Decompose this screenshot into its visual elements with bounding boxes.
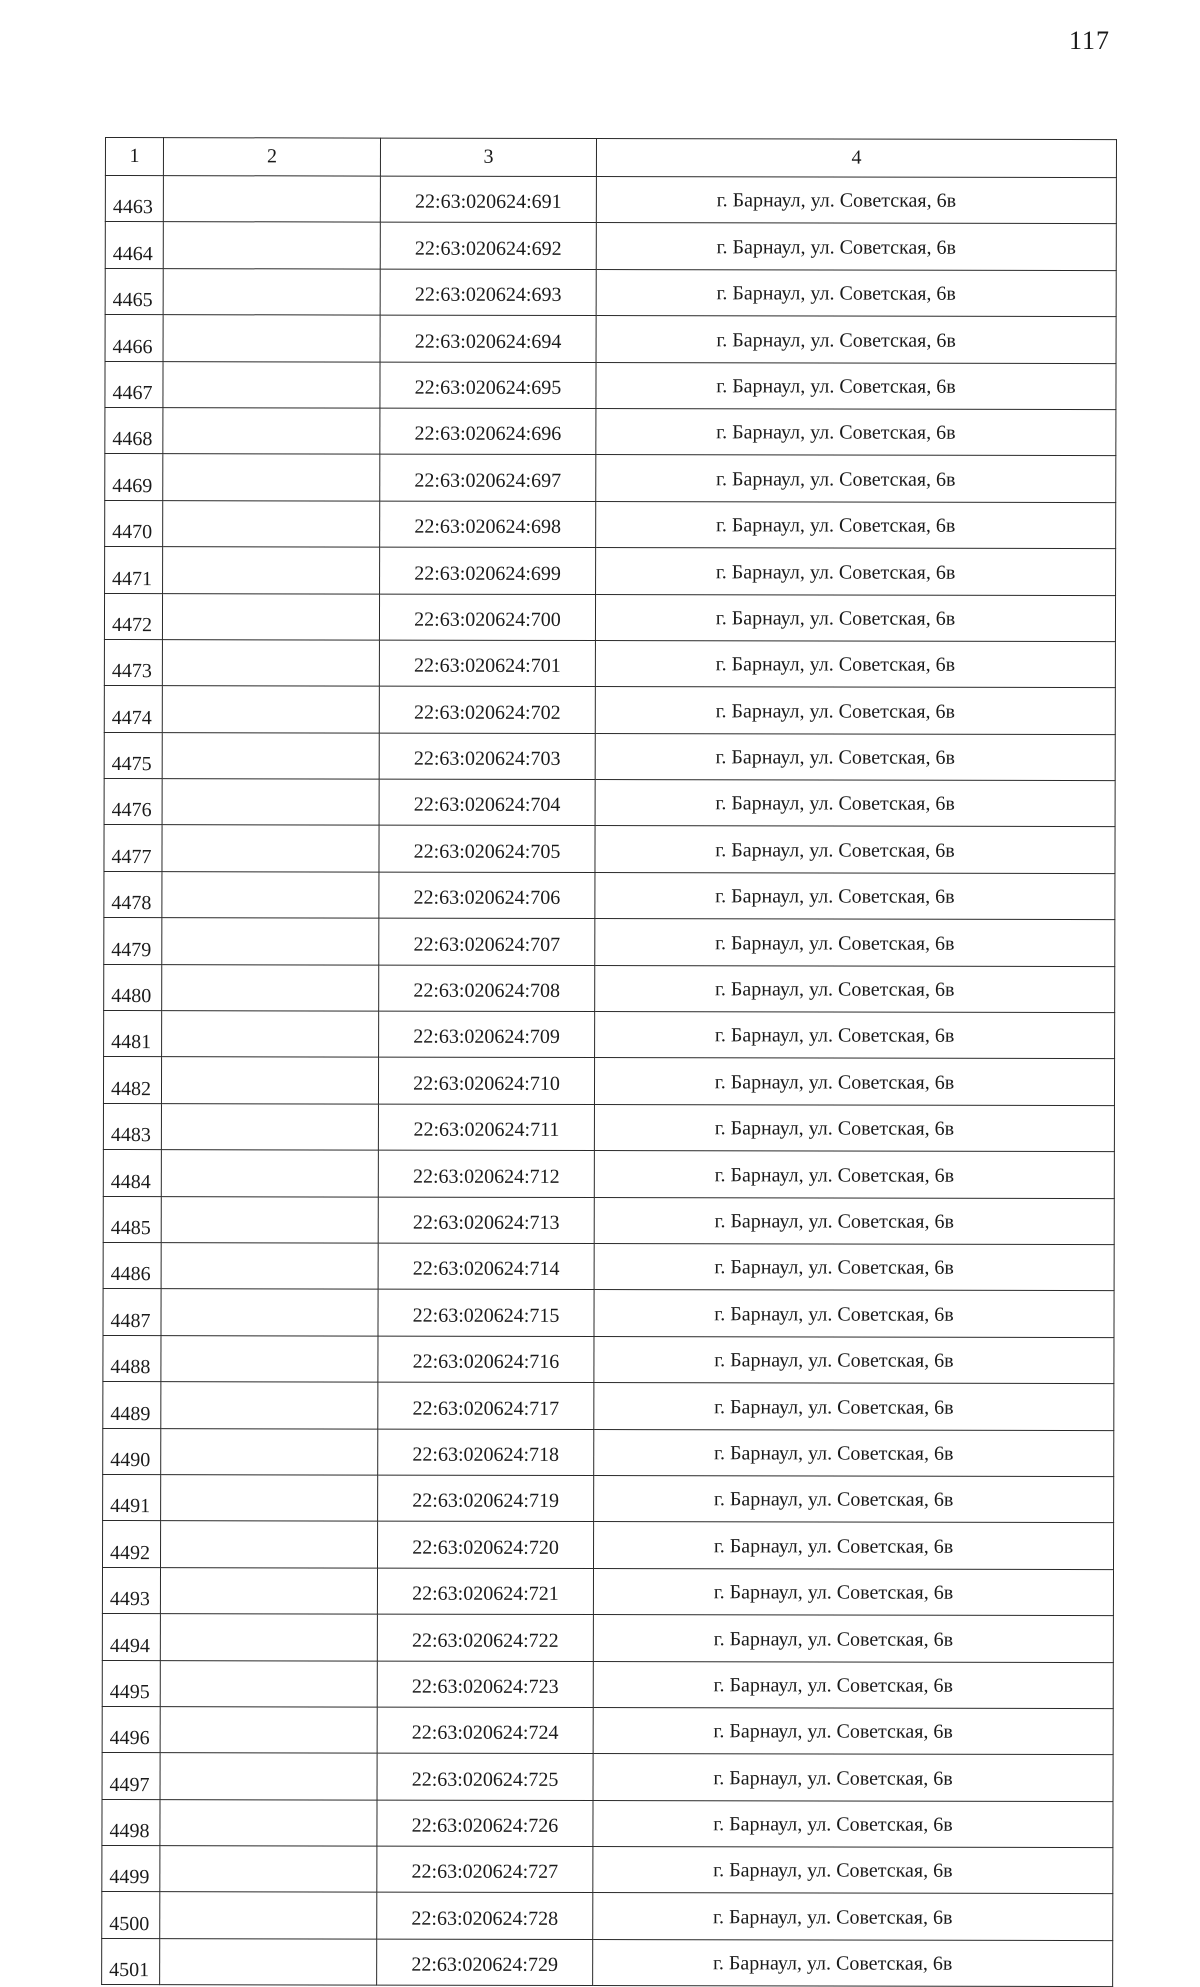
row-name <box>161 1475 378 1522</box>
cadastral-number: 22:63:020624:720 <box>378 1521 594 1568</box>
row-number: 4499 <box>102 1846 160 1893</box>
table-row <box>105 268 1116 317</box>
row-number: 4465 <box>105 268 163 315</box>
table-row <box>103 1242 1114 1291</box>
table-row <box>103 1382 1114 1431</box>
table-row <box>105 222 1116 271</box>
cadastral-number: 22:63:020624:729 <box>377 1939 593 1986</box>
table-row <box>104 918 1115 967</box>
row-number: 4474 <box>104 686 162 733</box>
row-name <box>160 1846 377 1893</box>
row-name <box>161 1428 378 1475</box>
row-number: 4495 <box>102 1660 160 1707</box>
cadastral-number: 22:63:020624:697 <box>380 454 596 501</box>
address: г. Барнаул, ул. Советская, 6в <box>594 1104 1114 1151</box>
cadastral-number: 22:63:020624:724 <box>377 1707 593 1754</box>
cadastral-number: 22:63:020624:701 <box>379 640 595 687</box>
cadastral-number: 22:63:020624:714 <box>378 1243 594 1290</box>
row-number: 4493 <box>102 1567 160 1614</box>
cadastral-number: 22:63:020624:727 <box>377 1846 593 1893</box>
table-row <box>102 1799 1113 1848</box>
row-name <box>161 1057 378 1104</box>
row-name <box>162 964 379 1011</box>
row-name <box>160 1892 377 1939</box>
cadastral-number: 22:63:020624:711 <box>378 1104 594 1151</box>
address: г. Барнаул, ул. Советская, 6в <box>594 1151 1114 1198</box>
row-number: 4496 <box>102 1706 160 1753</box>
address: г. Барнаул, ул. Советская, 6в <box>596 269 1116 316</box>
row-number: 4470 <box>105 500 163 547</box>
row-name <box>160 1707 377 1754</box>
address: г. Барнаул, ул. Советская, 6в <box>595 872 1115 919</box>
row-number: 4488 <box>103 1335 161 1382</box>
address: г. Барнаул, ул. Советская, 6в <box>594 1058 1114 1105</box>
table-header <box>105 138 1116 178</box>
page-number: 117 <box>1068 26 1110 55</box>
address: г. Барнаул, ул. Советская, 6в <box>596 223 1116 270</box>
row-number: 4497 <box>102 1753 160 1800</box>
table-row <box>102 1706 1113 1755</box>
table-row <box>105 547 1116 596</box>
row-number: 4498 <box>102 1799 160 1846</box>
address: г. Барнаул, ул. Советская, 6в <box>596 177 1116 224</box>
cadastral-number: 22:63:020624:725 <box>377 1753 593 1800</box>
row-number: 4485 <box>103 1196 161 1243</box>
row-number: 4481 <box>104 1011 162 1058</box>
address: г. Барнаул, ул. Советская, 6в <box>593 1847 1113 1894</box>
table-row <box>105 315 1116 364</box>
table-row <box>104 779 1115 828</box>
row-name <box>160 1614 377 1661</box>
row-number: 4466 <box>105 315 163 362</box>
address: г. Барнаул, ул. Советская, 6в <box>593 1893 1113 1940</box>
header-col-2: 2 <box>163 138 380 176</box>
row-number: 4475 <box>104 732 162 779</box>
address: г. Барнаул, ул. Советская, 6в <box>596 548 1116 595</box>
address: г. Барнаул, ул. Советская, 6в <box>595 965 1115 1012</box>
row-name <box>163 268 380 315</box>
table-row <box>104 825 1115 874</box>
row-name <box>160 1753 377 1800</box>
cadastral-number: 22:63:020624:700 <box>379 594 595 641</box>
row-number: 4468 <box>105 407 163 454</box>
cadastral-number: 22:63:020624:726 <box>377 1800 593 1847</box>
cadastral-number: 22:63:020624:702 <box>379 686 595 733</box>
cadastral-number: 22:63:020624:694 <box>380 315 596 362</box>
row-number: 4473 <box>104 639 162 686</box>
row-name <box>163 176 380 223</box>
table-row <box>105 361 1116 410</box>
cadastral-number: 22:63:020624:699 <box>380 547 596 594</box>
row-name <box>162 1011 379 1058</box>
address: г. Барнаул, ул. Советская, 6в <box>594 1244 1114 1291</box>
table-row <box>102 1660 1113 1709</box>
cadastral-number: 22:63:020624:716 <box>378 1336 594 1383</box>
cadastral-number: 22:63:020624:693 <box>380 269 596 316</box>
address: г. Барнаул, ул. Советская, 6в <box>594 1197 1114 1244</box>
address: г. Барнаул, ул. Советская, 6в <box>595 1012 1115 1059</box>
address: г. Барнаул, ул. Советская, 6в <box>594 1290 1114 1337</box>
table-row <box>104 686 1115 735</box>
row-name <box>163 222 380 269</box>
address: г. Барнаул, ул. Советская, 6в <box>593 1661 1113 1708</box>
address: г. Барнаул, ул. Советская, 6в <box>595 919 1115 966</box>
row-name <box>160 1799 377 1846</box>
row-number: 4469 <box>105 454 163 501</box>
cadastral-number: 22:63:020624:718 <box>378 1429 594 1476</box>
table-row <box>105 500 1116 549</box>
row-number: 4479 <box>104 918 162 965</box>
table-row <box>102 1753 1113 1802</box>
address: г. Барнаул, ул. Советская, 6в <box>594 1475 1114 1522</box>
row-name <box>162 640 379 687</box>
row-name <box>162 918 379 965</box>
cadastral-number: 22:63:020624:722 <box>377 1614 593 1661</box>
cadastral-number: 22:63:020624:728 <box>377 1893 593 1940</box>
address: г. Барнаул, ул. Советская, 6в <box>595 733 1115 780</box>
header-col-3: 3 <box>380 138 596 176</box>
cadastral-number: 22:63:020624:706 <box>379 872 595 919</box>
table-row <box>104 593 1115 642</box>
table-row <box>104 1011 1115 1060</box>
row-name <box>162 686 379 733</box>
table-row <box>104 639 1115 688</box>
address: г. Барнаул, ул. Советская, 6в <box>594 1383 1114 1430</box>
address: г. Барнаул, ул. Советская, 6в <box>593 1568 1113 1615</box>
cadastral-number: 22:63:020624:712 <box>378 1150 594 1197</box>
header-row <box>105 138 1116 178</box>
table-row <box>103 1103 1114 1152</box>
row-name <box>161 1243 378 1290</box>
table-row <box>104 964 1115 1013</box>
address: г. Барнаул, ул. Советская, 6в <box>596 455 1116 502</box>
cadastral-number: 22:63:020624:705 <box>379 826 595 873</box>
table-row <box>103 1057 1114 1106</box>
table-row <box>105 454 1116 503</box>
row-number: 4486 <box>103 1242 161 1289</box>
cadastral-number: 22:63:020624:719 <box>378 1475 594 1522</box>
row-name <box>163 315 380 362</box>
table-row <box>104 732 1115 781</box>
row-number: 4483 <box>103 1103 161 1150</box>
address: г. Барнаул, ул. Советская, 6в <box>595 780 1115 827</box>
cadastral-number: 22:63:020624:710 <box>378 1057 594 1104</box>
cadastral-number: 22:63:020624:708 <box>379 965 595 1012</box>
cadastral-number: 22:63:020624:695 <box>380 362 596 409</box>
row-number: 4491 <box>103 1474 161 1521</box>
address: г. Барнаул, ул. Советская, 6в <box>596 408 1116 455</box>
row-number: 4500 <box>102 1892 160 1939</box>
table-row <box>103 1474 1114 1523</box>
row-name <box>163 454 380 501</box>
address: г. Барнаул, ул. Советская, 6в <box>593 1754 1113 1801</box>
cadastral-number: 22:63:020624:709 <box>379 1011 595 1058</box>
row-name <box>163 547 380 594</box>
row-number: 4478 <box>104 871 162 918</box>
table-row <box>105 407 1116 456</box>
row-name <box>160 1567 377 1614</box>
row-number: 4501 <box>102 1938 160 1985</box>
table-row <box>103 1335 1114 1384</box>
cadastral-number: 22:63:020624:717 <box>378 1382 594 1429</box>
address: г. Барнаул, ул. Советская, 6в <box>595 687 1115 734</box>
row-number: 4467 <box>105 361 163 408</box>
address: г. Барнаул, ул. Советская, 6в <box>593 1800 1113 1847</box>
table-row <box>102 1938 1113 1987</box>
cadastral-number: 22:63:020624:703 <box>379 733 595 780</box>
row-name <box>161 1103 378 1150</box>
row-number: 4482 <box>103 1057 161 1104</box>
address: г. Барнаул, ул. Советская, 6в <box>595 594 1115 641</box>
cadastral-number: 22:63:020624:713 <box>378 1197 594 1244</box>
table-row <box>103 1428 1114 1477</box>
row-number: 4487 <box>103 1289 161 1336</box>
table-row <box>103 1289 1114 1338</box>
cadastral-number: 22:63:020624:704 <box>379 779 595 826</box>
row-number: 4489 <box>103 1382 161 1429</box>
cadastral-number: 22:63:020624:691 <box>380 176 596 223</box>
row-name <box>162 871 379 918</box>
row-name <box>162 779 379 826</box>
row-number: 4484 <box>103 1150 161 1197</box>
table-row <box>104 871 1115 920</box>
row-number: 4476 <box>104 779 162 826</box>
row-name <box>160 1660 377 1707</box>
cadastral-number: 22:63:020624:715 <box>378 1289 594 1336</box>
row-name <box>161 1335 378 1382</box>
address: г. Барнаул, ул. Советская, 6в <box>594 1429 1114 1476</box>
row-number: 4480 <box>104 964 162 1011</box>
table-row <box>102 1846 1113 1895</box>
row-name <box>163 408 380 455</box>
cadastral-number: 22:63:020624:723 <box>377 1661 593 1708</box>
table-row <box>102 1567 1113 1616</box>
header-col-4: 4 <box>596 139 1116 178</box>
row-name <box>161 1382 378 1429</box>
row-number: 4464 <box>105 222 163 269</box>
cadastral-number: 22:63:020624:721 <box>377 1568 593 1615</box>
cadastral-number: 22:63:020624:698 <box>380 501 596 548</box>
row-name <box>160 1938 377 1985</box>
row-number: 4492 <box>103 1521 161 1568</box>
address: г. Барнаул, ул. Советская, 6в <box>593 1707 1113 1754</box>
row-number: 4463 <box>105 176 163 223</box>
row-name <box>163 500 380 547</box>
row-name <box>163 361 380 408</box>
cadastral-number: 22:63:020624:692 <box>380 222 596 269</box>
address: г. Барнаул, ул. Советская, 6в <box>594 1336 1114 1383</box>
header-col-1: 1 <box>105 138 163 176</box>
row-number: 4494 <box>102 1614 160 1661</box>
row-number: 4471 <box>105 547 163 594</box>
cadastral-number: 22:63:020624:707 <box>379 918 595 965</box>
address: г. Барнаул, ул. Советская, 6в <box>596 362 1116 409</box>
address: г. Барнаул, ул. Советская, 6в <box>594 1522 1114 1569</box>
table-row <box>102 1614 1113 1663</box>
row-name <box>162 825 379 872</box>
row-name <box>161 1196 378 1243</box>
table-body <box>102 176 1117 1987</box>
address: г. Барнаул, ул. Советская, 6в <box>596 501 1116 548</box>
table-row <box>102 1892 1113 1941</box>
registry-table <box>101 137 1117 1987</box>
address: г. Барнаул, ул. Советская, 6в <box>593 1615 1113 1662</box>
row-number: 4472 <box>104 593 162 640</box>
address: г. Барнаул, ул. Советская, 6в <box>595 640 1115 687</box>
table-row <box>103 1150 1114 1199</box>
table-row <box>105 176 1116 225</box>
table-row <box>103 1196 1114 1245</box>
table-row <box>103 1521 1114 1570</box>
row-name <box>162 732 379 779</box>
address: г. Барнаул, ул. Советская, 6в <box>596 316 1116 363</box>
row-name <box>161 1150 378 1197</box>
row-number: 4477 <box>104 825 162 872</box>
cadastral-number: 22:63:020624:696 <box>380 408 596 455</box>
row-name <box>161 1521 378 1568</box>
row-name <box>161 1289 378 1336</box>
row-number: 4490 <box>103 1428 161 1475</box>
address: г. Барнаул, ул. Советская, 6в <box>595 826 1115 873</box>
address: г. Барнаул, ул. Советская, 6в <box>593 1939 1113 1986</box>
row-name <box>162 593 379 640</box>
